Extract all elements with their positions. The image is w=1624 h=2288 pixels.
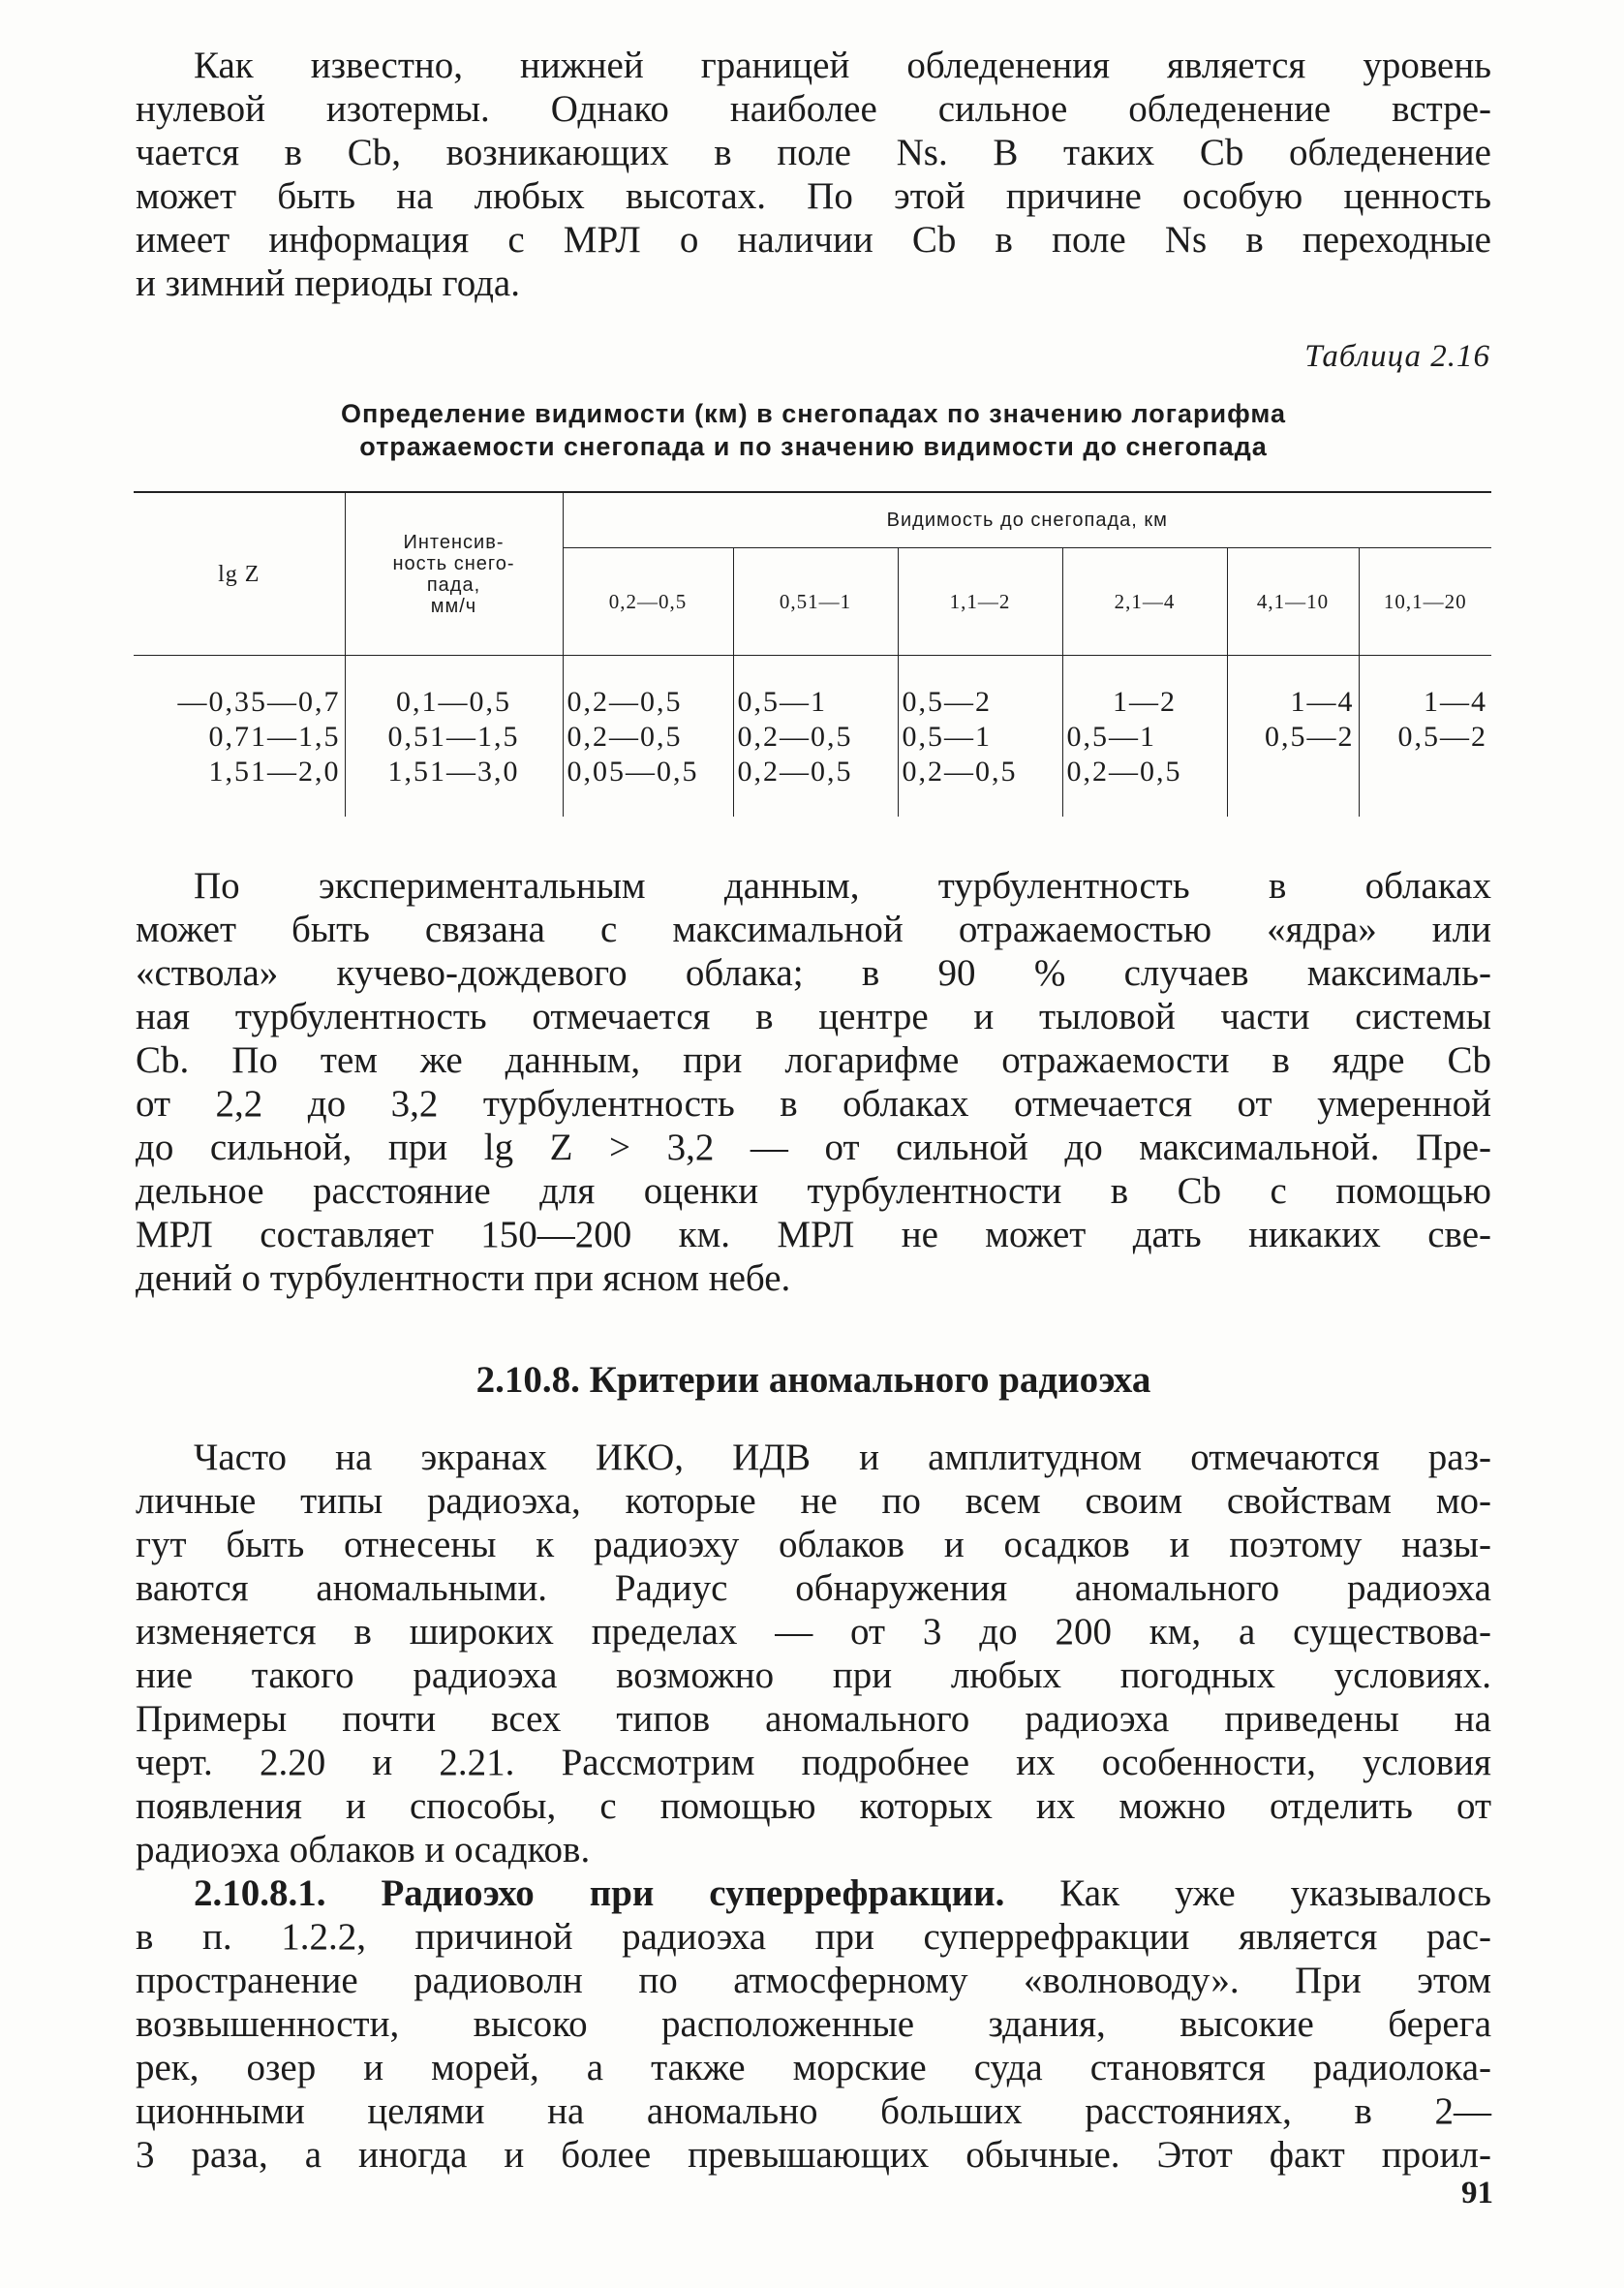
text-line: ционными целями на аномально больших расстояниях, в 2— <box>136 2090 1491 2132</box>
header-line: пада, <box>426 573 481 596</box>
table-cell: 0,2—0,5 <box>733 755 898 789</box>
table-cell: 0,2—0,5 <box>563 685 733 720</box>
text-line: «ствола» кучево-дождевого облака; в 90 % случаев максималь- <box>136 952 1491 994</box>
table-cell: 1—4 <box>1227 685 1359 720</box>
table-cell: 0,2—0,5 <box>898 755 1062 789</box>
text-line: МРЛ составляет 150—200 км. МРЛ не может дать никаких све- <box>136 1214 1491 1255</box>
text-line: изменяется в широких пределах — от 3 до 200 км, а существова- <box>136 1611 1491 1653</box>
text-line: возвышенности, высоко расположенные здания, высокие берега <box>136 2003 1491 2045</box>
table-cell: 0,5—1 <box>898 720 1062 755</box>
paragraph-turbulence <box>136 864 1491 1300</box>
table-cell: 0,5—2 <box>1227 720 1359 755</box>
text-line: ваются аномальными. Радиус обнаружения аномального радиоэха <box>136 1567 1491 1609</box>
text-line: и зимний периоды года. <box>136 263 520 304</box>
text-line: от 2,2 до 3,2 турбулентность в облаках отмечается от умеренной <box>136 1083 1491 1125</box>
text-line: появления и способы, с помощью которых их можно отделить от <box>136 1785 1491 1827</box>
text-line: нулевой изотермы. Однако наиболее сильное обледенение встре- <box>136 88 1491 130</box>
table-cell: 0,1—0,5 <box>345 685 563 720</box>
text-line: пространение радиоволн по атмосферному «волноводу». При этом <box>136 1960 1491 2001</box>
column-header-vis-range: 10,1—20 <box>1359 548 1491 656</box>
text-line: радиоэха облаков и осадков. <box>136 1829 591 1871</box>
text-line: ная турбулентность отмечается в центре и тыловой части системы <box>136 996 1491 1037</box>
table-cell: 0,2—0,5 <box>733 720 898 755</box>
column-header-visibility: Видимость до снегопада, км <box>563 492 1491 548</box>
text-line: может быть на любых высотах. По этой причине особую ценность <box>136 175 1491 217</box>
table-number: Таблица 2.16 <box>1304 339 1490 374</box>
table-cell <box>1359 755 1491 789</box>
text-line: рек, озер и морей, а также морские суда становятся радиолока- <box>136 2047 1491 2088</box>
table-title-line: Определение видимости (км) в снегопадах по значению логарифма <box>340 399 1287 428</box>
text-line: до сильной, при lg Z > 3,2 — от сильной до максимальной. Пре- <box>136 1127 1491 1168</box>
table-cell: 0,2—0,5 <box>1062 755 1227 789</box>
paragraph-anomalous-echo <box>136 1436 1491 1871</box>
table-row <box>134 755 1491 789</box>
text-line: ние такого радиоэха возможно при любых погодных условиях. <box>136 1654 1491 1696</box>
table-cell: 1—2 <box>1062 685 1227 720</box>
text-line: дельное расстояние для оценки турбулентности в Cb с помощью <box>136 1170 1491 1212</box>
text-line: гут быть отнесены к радиоэху облаков и осадков и поэтому назы- <box>136 1524 1491 1565</box>
text-line <box>136 1871 1491 1915</box>
table-row <box>134 685 1491 720</box>
table-cell: 0,51—1,5 <box>345 720 563 755</box>
text-line: имеет информация с МРЛ о наличии Cb в поле Ns в переходные <box>136 219 1491 261</box>
paragraph-icing <box>136 44 1491 305</box>
text-line: По экспериментальным данным, турбулентность в облаках <box>194 865 1491 907</box>
table-cell: 0,5—1 <box>1062 720 1227 755</box>
text-line: Cb. По тем же данным, при логарифме отражаемости в ядре Cb <box>136 1039 1491 1081</box>
column-header-lgz: lg Z <box>134 492 345 656</box>
table-cell: 0,5—1 <box>733 685 898 720</box>
column-header-vis-range: 1,1—2 <box>898 548 1062 656</box>
text-line: в п. 1.2.2, причиной радиоэха при суперрефракции является рас- <box>136 1916 1491 1958</box>
column-header-intensity <box>345 492 563 656</box>
text-line: дений о турбулентности при ясном небе. <box>136 1257 791 1299</box>
table-cell <box>1227 755 1359 789</box>
text-line: черт. 2.20 и 2.21. Рассмотрим подробнее их особенности, условия <box>136 1742 1491 1783</box>
table-cell: 0,5—2 <box>898 685 1062 720</box>
table-cell: 0,5—2 <box>1397 721 1488 753</box>
header-line: мм/ч <box>430 595 477 617</box>
column-header-vis-range: 4,1—10 <box>1227 548 1359 656</box>
text-line: Часто на экранах ИКО, ИДВ и амплитудном отмечаются раз- <box>194 1437 1491 1478</box>
table-cell: 1,51—2,0 <box>134 755 345 789</box>
subsection-title: 2.10.8.1. Радиоэхо при суперрефракции. <box>194 1872 1005 1914</box>
table-title <box>136 397 1491 463</box>
text-line: личные типы радиоэха, которые не по всем своим свойствам мо- <box>136 1480 1491 1522</box>
table-cell: 0,2—0,5 <box>563 720 733 755</box>
column-header-vis-range: 0,2—0,5 <box>563 548 733 656</box>
text-line: Примеры почти всех типов аномального радиоэха приведены на <box>136 1698 1491 1740</box>
text-line: может быть связана с максимальной отражаемостью «ядра» или <box>136 909 1491 950</box>
header-line: ность снего- <box>392 552 515 574</box>
text-line: 3 раза, а иногда и более превышающих обычные. Этот факт проил- <box>136 2134 1491 2176</box>
table-title-line: отражаемости снегопада и по значению видимости до снегопада <box>359 432 1268 461</box>
header-line: Интенсив- <box>403 531 505 553</box>
visibility-table <box>134 491 1491 817</box>
table-cell: —0,35—0,7 <box>134 685 345 720</box>
table-cell: 0,71—1,5 <box>134 720 345 755</box>
table-cell: 0,05—0,5 <box>563 755 733 789</box>
page-number: 91 <box>1461 2176 1493 2211</box>
section-heading: 2.10.8. Критерии аномального радиоэха <box>475 1359 1151 1401</box>
table-cell: 1,51—3,0 <box>345 755 563 789</box>
text-line: чается в Cb, возникающих в поле Ns. В таких Cb обледенение <box>136 132 1491 173</box>
text-fragment: Как уже указывалось <box>1004 1872 1491 1914</box>
table-row <box>134 720 1491 755</box>
table-cell: 1—4 <box>1424 686 1488 718</box>
text-line: Как известно, нижней границей обледенения является уровень <box>194 45 1491 86</box>
column-header-vis-range: 0,51—1 <box>733 548 898 656</box>
paragraph-superrefraction <box>136 1871 1491 2177</box>
column-header-vis-range: 2,1—4 <box>1062 548 1227 656</box>
